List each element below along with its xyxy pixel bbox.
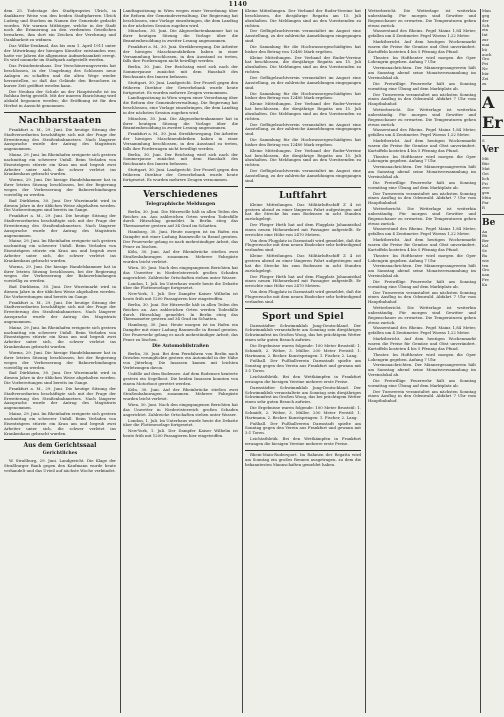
article-paragraph: Der Geflügelzuchtverein veranstaltet im August eine Ausstellung, zu der zahlreiche Anmeldungen eingegangen sind. <box>245 28 361 44</box>
strip-line: Gro <box>482 267 490 273</box>
strip-line: Ne <box>482 66 488 72</box>
strip-line: der <box>482 17 489 23</box>
article-paragraph: Vereinsnachrichten. Der Männergesangverein hält am Samstag abend seine Monatsversammlung im Vereinslokal ab. <box>368 263 476 279</box>
section-subheading: Telegraphische Meldungen <box>145 201 216 207</box>
article-paragraph: Köln, 30. Juni. Auf der Rheinbrücke stießen zwei Straßenbahnwagen zusammen. Mehrere Fahrgäste wurden leicht verletzt. <box>123 386 238 402</box>
strip-line: zwe <box>482 185 490 191</box>
strip-line: S <box>482 137 485 143</box>
article-paragraph: Rhein-Main-Rudersport. Im Rahmen der Regatta wird am Sonntag ein großes Rennen ausgetragen, zu dem die bekanntesten Mannschaften gemeldet haben. <box>245 451 361 467</box>
article-paragraph: Theater. Im Hoftheater wird morgen die Oper Lohengrin gegeben. Anfang 7 Uhr. <box>368 351 476 362</box>
strip-line: auch <box>482 51 492 57</box>
strip-line: bü <box>482 46 487 52</box>
article-paragraph: Vereinsnachrichten. Der Männergesangverein hält am Samstag abend seine Monatsversammlung im Vereinslokal ab. <box>368 164 476 179</box>
article-paragraph: Fußball. Der Fußballverein Darmstadt spielte am Sonntag gegen den Verein aus Frankfurt und gewann mit 3:1 Toren. <box>245 358 361 374</box>
article-paragraph: Frankfurt a. M., 29. Juni. Die heutige Sitzung der Stadtverordneten beschäftigte sich mit der Frage der Erweiterung des Straßenbahnnetzes. Nach längerer Aussprache wurde der Antrag des Magistrats angenommen. <box>4 213 116 238</box>
article-paragraph: Die Freiwillige Feuerwehr hält am Sonntag vormittag eine Übung auf dem Marktplatz ab. <box>368 80 476 91</box>
strip-line: Zei <box>482 75 489 81</box>
strip-line: Int <box>482 32 488 38</box>
article-paragraph: Leichtathletik. Bei den Wettkämpfen in Frankfurt errangen die hiesigen Vereine mehrere erste Preise. <box>245 436 361 446</box>
article-paragraph: Worms, 29. Juni. Die hiesige Handelskammer hat in ihrer letzten Sitzung beschlossen, bei der Regierung wegen der Verbesserung der Bahnverbindungen vorstellig zu werden. <box>4 177 116 197</box>
strip-line: Kol <box>482 243 489 249</box>
strip-line: Par <box>482 199 489 205</box>
article-paragraph: Bad Dürkheim, 30. Juni. Der Wurstmarkt wird in diesem Jahre in der üblichen Weise abgehalten werden. Die Vorbereitungen sind bereits im Gange. <box>4 197 116 213</box>
strip-line: Mat <box>482 166 490 172</box>
article-paragraph: Von dem Flugplatz in Darmstadt wird gemeldet, daß die Flugversuche mit dem neuen Eindecker sehr befriedigend verlaufen sind. <box>245 289 361 304</box>
article-paragraph: Wien, 30. Juni. Nach den eingegangenen Berichten hat das Unwetter in Niederösterreich großen Schaden angerichtet. Zahlreiche Ortschaften stehen unter Wasser. <box>123 264 238 280</box>
strip-line: Fri <box>482 180 488 186</box>
article-paragraph: Der Flieger Hirth hat auf dem Flugplatz Johannisthal einen neuen Höhenrekord mit Passagier aufgestellt. Er erreichte eine Höhe von 2470 Metern. <box>245 222 361 237</box>
article-paragraph: Hamburg, 30. Juni. Heute morgen ist im Hafen ein Dampfer mit einer Ladung Baumwolle in Brand geraten. Der Feuerwehr gelang es nach mehrstündiger Arbeit, das Feuer zu löschen. <box>123 229 238 249</box>
article-paragraph: Die Freiwillige Feuerwehr hält am Sonntag vormittag eine Übung auf dem Marktplatz ab. <box>368 278 476 289</box>
article-paragraph: Mainz, 29. Juni. Im Rheinhafen ereignete sich gestern nachmittag ein schwerer Unfall. Beim Verladen von Eisenträgern stürzte ein Kran um und begrub zwei Arbeiter unter sich, die schwer verletzt ins Krankenhaus gebracht wurden. <box>4 411 116 436</box>
adjacent-page-strip <box>482 9 504 713</box>
article-paragraph: Mainz, 29. Juni. Im Rheinhafen ereignete sich gestern nachmittag ein schwerer Unfall. Beim Verladen von Eisenträgern stürzte ein Kran um und begrub zwei Arbeiter unter sich, die schwer verletzt ins Krankenhaus gebracht wurden. <box>4 152 116 177</box>
article-paragraph: Die Freiwillige Feuerwehr hält am Sonntag vormittag eine Übung auf dem Marktplatz ab. <box>368 377 476 388</box>
strip-line: Gro <box>482 56 490 62</box>
strip-line: Bü <box>482 233 488 239</box>
article-paragraph: Der Turnverein veranstaltet am nächsten Sonntag einen Ausflug in den Odenwald. Abfahrt 7 Uhr vom Hauptbahnhof. <box>368 91 476 107</box>
article-paragraph: Der Turnverein veranstaltet am nächsten Sonntag einen Ausflug in den Odenwald. Abfahrt 7 Uhr vom Hauptbahnhof. <box>368 388 476 404</box>
article-paragraph: Frankfurt a. M., 29. Juni. Die heutige Sitzung der Stadtverordneten beschäftigte sich mit der Frage der Erweiterung des Straßenbahnnetzes. Nach längerer Aussprache wurde der Antrag des Magistrats angenommen. <box>4 299 116 324</box>
strip-headline: Ver <box>482 145 499 156</box>
section-heading-sport: Sport und Spiel <box>262 311 344 322</box>
strip-line: Ba <box>482 252 488 258</box>
strip-line: ten <box>482 262 489 268</box>
article-paragraph: Wasserstand des Rheins. Pegel Mainz 1,84 Meter, gefallen um 4 Zentimeter. Pegel Worms 1,22 Meter. <box>368 28 476 39</box>
article-paragraph: Der Geflügelzuchtverein veranstaltet im August eine Ausstellung, zu der zahlreiche Anmeldungen eingegangen sind. <box>245 74 361 90</box>
article-paragraph: Darmstädter Schwimmklub Jung-Deutschland. Der Schwimmklub veranstaltete am Sonntag sein diesjähriges Schwimmfest im Großen Woog, das bei prächtigem Wetter einen sehr guten Besuch aufwies. <box>245 322 361 343</box>
article-paragraph: London, 1. Juli. Im Unterhaus wurde heute die Debatte über die Flottenvorlage fortgesetzt. <box>123 280 238 291</box>
article-paragraph: Wien, 30. Juni. Nach den eingegangenen Berichten hat das Unwetter in Niederösterreich großen Schaden angerichtet. Zahlreiche Ortschaften stehen unter Wasser. <box>123 402 238 417</box>
article-paragraph: Kleine Mitteilungen. Der Verband der Ruder-Vereine hat beschlossen, die diesjährige Regatta am 15. Juli abzuhalten. Die Meldungen sind an den Vorsitzenden zu richten. <box>245 147 361 168</box>
divider <box>4 112 116 113</box>
strip-line: nan <box>482 272 490 278</box>
article-paragraph: Theater. Im Hoftheater wird morgen die Oper Lohengrin gegeben. Anfang 7 Uhr. <box>368 252 476 263</box>
section-heading-verschiedenes: Verschiedenes <box>143 189 218 200</box>
divider <box>245 450 361 451</box>
column-rule <box>480 9 481 713</box>
article-paragraph: Wasserstand des Rheins. Pegel Mainz 1,84 Meter, gefallen um 4 Zentimeter. Pegel Worms 1,22 Meter. <box>368 226 476 237</box>
section-heading-gericht: Aus dem Gerichtssaal <box>23 442 97 450</box>
divider <box>245 308 361 309</box>
article-paragraph: Darmstädter Schwimmklub Jung-Deutschland. Der Schwimmklub veranstaltete am Sonntag sein diesjähriges Schwimmfest im Großen Woog, das bei prächtigem Wetter einen sehr guten Besuch aufwies. <box>245 384 361 405</box>
column-rule <box>120 9 121 713</box>
article-paragraph: London, 1. Juli. Im Unterhaus wurde heute die Debatte über die Flottenvorlage fortgesetzt. <box>123 417 238 428</box>
article-paragraph: Marktbericht. Auf dem heutigen Wochenmarkt waren die Preise für Gemüse und Obst unverändert. Kartoffeln kosteten 4 bis 5 Pfennig das Pfund. <box>368 138 476 153</box>
article-paragraph: Kleine Mitteilungen. Das Militärluftschiff Z 4 ist gestern abend zu einer längeren Fahrt aufgestiegen und hat die Strecke bis zum Bodensee in acht Stunden zurückgelegt. <box>245 253 361 273</box>
article-paragraph: Theater. Im Hoftheater wird morgen die Oper Lohengrin gegeben. Anfang 7 Uhr. <box>368 54 476 65</box>
article-paragraph: Der Neubau der Schule an der Hauptstraße ist im Rohbau fertig gestellt. Mit der inneren Einrichtung wird alsbald begonnen werden; die Eröffnung ist für den Herbst in Aussicht genommen. <box>4 88 116 109</box>
article-paragraph: Der Turnverein veranstaltet am nächsten Sonntag einen Ausflug in den Odenwald. Abfahrt 7 Uhr vom Hauptbahnhof. <box>368 190 476 206</box>
article-paragraph: München, 30. Juni. Die Abgeordnetenkammer hat in ihrer heutigen Sitzung die Vorlage über die Beamtenbesoldung in zweiter Lesung angenommen. <box>123 28 238 44</box>
article-paragraph: W. Straßburg, 29. Juni. Landgericht. Die Klage der Straßburger Bank gegen den Kaufmann wurde heute verhandelt und das Urteil auf nächste Woche verkündet. <box>4 458 116 474</box>
section-subheading: Gerichtliches <box>42 451 78 457</box>
section-heading-luftfahrt: Luftfahrt <box>279 190 327 201</box>
strip-line: Gei <box>482 170 489 176</box>
article-paragraph: Landtagssitzung in Wien wegen einer Verordnung über die Reform der Gemeindeverwaltung. Die Regierung hat beschlossen, eine Vorlage einzubringen, die dem Landtag in der nächsten Session zugehen wird. <box>123 9 238 28</box>
article-paragraph: Der Flieger Hirth hat auf dem Flugplatz Johannisthal einen neuen Höhenrekord mit Passagier aufgestellt. Er erreichte eine Höhe von 2470 Metern. <box>245 273 361 289</box>
article-paragraph: Von dem Flugplatz in Darmstadt wird gemeldet, daß die Flugversuche mit dem neuen Eindecker sehr befriedigend verlaufen sind. <box>245 237 361 253</box>
column-3 <box>245 9 361 713</box>
article-paragraph: Kleine Mitteilungen. Der Verband der Ruder-Vereine hat beschlossen, die diesjährige Regatta am 15. Juli abzuhalten. Die Meldungen sind an den Vorsitzenden zu richten. <box>245 54 361 75</box>
strip-line: zu <box>482 80 487 86</box>
article-paragraph: Leichtathletik. Bei den Wettkämpfen in Frankfurt errangen die hiesigen Vereine mehrere erste Preise. <box>245 374 361 384</box>
section-subheading: Die Automobilstraßen <box>152 343 209 349</box>
article-paragraph: Marktbericht. Auf dem heutigen Wochenmarkt waren die Preise für Gemüse und Obst unverändert. Kartoffeln kosteten 4 bis 5 Pfennig das Pfund. <box>368 237 476 252</box>
divider <box>245 187 361 188</box>
divider <box>4 439 116 440</box>
strip-line: Bür <box>482 161 490 167</box>
article-paragraph: Stuttgart, 30. Juni. Landgericht. Der Prozeß gegen den früheren Direktor der Gewerbebank wurde heute fortgesetzt. Es wurden mehrere Zeugen vernommen. <box>123 79 238 95</box>
strip-line: Sch <box>482 22 490 28</box>
strip-line: ein <box>482 27 489 33</box>
divider <box>123 186 238 187</box>
article-paragraph: Vereinsnachrichten. Der Männergesangverein hält am Samstag abend seine Monatsversammlung im Vereinslokal ab. <box>368 362 476 378</box>
article-paragraph: Unfälle auf dem Bodensee. Auf dem Bodensee kenterte gestern ein Segelboot. Die beiden Insassen konnten von einem Motorboot gerettet werden. <box>123 371 238 386</box>
strip-line: Mit <box>482 156 489 162</box>
article-paragraph: Die Sammlung für die Hochwassergeschädigten hat bisher den Betrag von 12480 Mark ergeben. <box>245 90 361 101</box>
page-number: 1140 <box>228 1 248 8</box>
strip-line: bür <box>482 70 489 76</box>
column-rule <box>365 9 366 713</box>
article-paragraph: Das Wilke-Denkmal, das bis zum 1. April 1911 unter der Mitwirkung der hiesigen Künstler entstanden war, hatte vor Jahren die allgemeine Aufmerksamkeit erregt. Es wird nunmehr im Stadtpark aufgestellt werden. <box>4 42 116 63</box>
article-paragraph: Worms, 29. Juni. Die hiesige Handelskammer hat in ihrer letzten Sitzung beschlossen, bei der Regierung wegen der Verbesserung der Bahnverbindungen vorstellig zu werden. <box>4 350 116 370</box>
strip-line: zur <box>482 37 489 43</box>
article-paragraph: New-York, 1. Juli. Der Dampfer Kaiser Wilhelm ist heute früh mit 1200 Passagieren hier eingetroffen. <box>123 291 238 302</box>
strip-line: Ber <box>482 238 490 244</box>
article-paragraph: Berlin, 30. Juni. Die Hitzewelle hält in allen Teilen des Reiches an. Aus zahlreichen Orten werden Todesfälle durch Hitzschlag gemeldet. In Berlin stieg das Thermometer gestern auf 34 Grad im Schatten. <box>123 301 238 322</box>
article-paragraph: Die Ergebnisse waren folgende: 100 Meter Bruststil: 1. Schmidt, 2. Weber, 3. Müller. 200 Meter Freistil: 1. Hartmann, 2. Becker. Kunstspringen: 1. Fischer, 2. Lang. <box>245 342 361 358</box>
strip-line: geg <box>482 12 490 18</box>
article-paragraph: Theater. Im Hoftheater wird morgen die Oper Lohengrin gegeben. Anfang 7 Uhr. <box>368 153 476 164</box>
article-paragraph: Köln, 30. Juni. Auf der Rheinbrücke stießen zwei Straßenbahnwagen zusammen. Mehrere Fahrgäste wurden leicht verletzt. <box>123 249 238 265</box>
strip-line: mai <box>482 41 490 47</box>
article-paragraph: Frankfurt a. M., 30. Juni. Streikbewegung. Die Arbeiter der hiesigen Maschinenfabriken haben in einer Versammlung beschlossen, in den Ausstand zu treten, falls ihre Forderungen nicht bewilligt werden. <box>123 43 238 64</box>
article-paragraph: Berlin, 30. Juni. Der Reichstag wird sich nach der Sommerpause zunächst mit dem Haushalt des Reichsamts des Innern befassen. <box>123 64 238 79</box>
article-paragraph: New-York, 1. Juli. Der Dampfer Kaiser Wilhelm ist heute früh mit 1200 Passagieren hier eingetroffen. <box>123 428 238 439</box>
strip-line: Mün <box>482 195 491 201</box>
article-paragraph: Frankfurt a. M., 29. Juni. Die heutige Sitzung der Stadtverordneten beschäftigte sich mit der Frage der Erweiterung des Straßenbahnnetzes. Nach längerer Aussprache wurde der Antrag des Magistrats angenommen. <box>4 126 116 152</box>
article-paragraph: Landtagssitzung in Wien wegen einer Verordnung über die Reform der Gemeindeverwaltung. Die Regierung hat beschlossen, eine Vorlage einzubringen, die dem Landtag in der nächsten Session zugehen wird. <box>123 95 238 115</box>
strip-line: Au <box>482 228 488 234</box>
article-paragraph: Berlin, 30. Juni. Der Reichstag wird sich nach der Sommerpause zunächst mit dem Haushalt des Reichsamts des Innern befassen. <box>123 151 238 167</box>
article-paragraph: Wetterbericht. Die Wetterlage ist weiterhin unbeständig. Für morgen sind Gewitter und Regenschauer zu erwarten. Die Temperaturen gehen etwas zurück. <box>368 206 476 226</box>
article-paragraph: Berlin, 30. Juni. Die Hitzewelle hält in allen Teilen des Reiches an. Aus zahlreichen Orten werden Todesfälle durch Hitzschlag gemeldet. In Berlin stieg das Thermometer gestern auf 34 Grad im Schatten. <box>123 208 238 229</box>
article-paragraph: Berlin, 30. Juni. Bei dem Fernfahren von Berlin nach Dresden verunglückte gestern ein Automobil in der Nähe von Jüterbog. Die Insassen kamen mit leichten Verletzungen davon. <box>123 350 238 371</box>
article-paragraph: Mainz, 29. Juni. Im Rheinhafen ereignete sich gestern nachmittag ein schwerer Unfall. Beim Verladen von Eisenträgern stürzte ein Kran um und begrub zwei Arbeiter unter sich, die schwer verletzt ins Krankenhaus gebracht wurden. <box>4 238 116 263</box>
column-rule <box>242 9 243 713</box>
article-paragraph: Kleine Mitteilungen. Der Verband der Ruder-Vereine hat beschlossen, die diesjährige Regatta am 15. Juli abzuhalten. Die Meldungen sind an den Vorsitzenden zu richten. <box>245 9 361 28</box>
section-heading-nachbarstaaten: Nachbarstaaten <box>18 115 102 126</box>
article-paragraph: Bad Dürkheim, 30. Juni. Der Wurstmarkt wird in diesem Jahre in der üblichen Weise abgehalten werden. Die Vorbereitungen sind bereits im Gange. <box>4 284 116 299</box>
strip-line: Fre <box>482 277 489 283</box>
article-paragraph: Kleine Mitteilungen. Das Militärluftschiff Z 4 ist gestern abend zu einer längeren Fahrt aufgestiegen und hat die Strecke bis zum Bodensee in acht Stunden zurückgelegt. <box>245 201 361 222</box>
article-paragraph: Marktbericht. Auf dem heutigen Wochenmarkt waren die Preise für Gemüse und Obst unverändert. Kartoffeln kosteten 4 bis 5 Pfennig das Pfund. <box>368 39 476 54</box>
article-paragraph: Hamburg, 30. Juni. Heute morgen ist im Hafen ein Dampfer mit einer Ladung Baumwolle in Brand geraten. Der Feuerwehr gelang es nach mehrstündiger Arbeit, das Feuer zu löschen. <box>123 322 238 342</box>
article-paragraph: Frankfurt a. M., 29. Juni. Die heutige Sitzung der Stadtverordneten beschäftigte sich mit der Frage der Erweiterung des Straßenbahnnetzes. Nach längerer Aussprache wurde der Antrag des Magistrats angenommen. <box>4 385 116 411</box>
strip-line: Ka <box>482 281 488 287</box>
article-paragraph: Frankfurt a. M., 30. Juni. Streikbewegung. Die Arbeiter der hiesigen Maschinenfabriken haben in einer Versammlung beschlossen, in den Ausstand zu treten, falls ihre Forderungen nicht bewilligt werden. <box>123 131 238 151</box>
article-paragraph: Der Turnverein veranstaltet am nächsten Sonntag einen Ausflug in den Odenwald. Abfahrt 7 Uhr vom Hauptbahnhof. <box>368 289 476 305</box>
divider <box>482 135 504 136</box>
article-paragraph: Wetterbericht. Die Wetterlage ist weiterhin unbeständig. Für morgen sind Gewitter und Regenschauer zu erwarten. Die Temperaturen gehen etwas zurück. <box>368 305 476 325</box>
article-paragraph: Wetterbericht. Die Wetterlage ist weiterhin unbeständig. Für morgen sind Gewitter und Regenschauer zu erwarten. Die Temperaturen gehen etwas zurück. <box>368 107 476 127</box>
strip-line: R <box>482 204 485 210</box>
strip-line: Man <box>482 9 491 13</box>
article-paragraph: Wasserstand des Rheins. Pegel Mainz 1,84 Meter, gefallen um 4 Zentimeter. Pegel Worms 1,22 Meter. <box>368 127 476 138</box>
article-paragraph: Kleine Mitteilungen. Der Verband der Ruder-Vereine hat beschlossen, die diesjährige Regatta am 15. Juli abzuhalten. Die Meldungen sind an den Vorsitzenden zu richten. <box>245 101 361 121</box>
strip-headline: A <box>482 92 495 112</box>
strip-line: lich <box>482 175 490 181</box>
article-paragraph: Der Geflügelzuchtverein veranstaltet im August eine Ausstellung, zu der zahlreiche Anmeldungen eingegangen sind. <box>245 168 361 183</box>
article-paragraph: Stuttgart, 30. Juni. Landgericht. Der Prozeß gegen den früheren Direktor der Gewerbebank wurde heute fortgesetzt. Es wurden mehrere Zeugen vernommen. <box>123 167 238 182</box>
article-paragraph: Worms, 29. Juni. Die hiesige Handelskammer hat in ihrer letzten Sitzung beschlossen, bei der Regierung wegen der Verbesserung der Bahnverbindungen vorstellig zu werden. <box>4 263 116 284</box>
divider <box>482 214 504 215</box>
article-paragraph: Marktbericht. Auf dem heutigen Wochenmarkt waren die Preise für Gemüse und Obst unverändert. Kartoffeln kosteten 4 bis 5 Pfennig das Pfund. <box>368 336 476 351</box>
article-paragraph: Bad Dürkheim, 30. Juni. Der Wurstmarkt wird in diesem Jahre in der üblichen Weise abgehalten werden. Die Vorbereitungen sind bereits im Gange. <box>4 370 116 386</box>
article-paragraph: Der Geflügelzuchtverein veranstaltet im August eine Ausstellung, zu der zahlreiche Anmeldungen eingegangen sind. <box>245 121 361 137</box>
strip-line: gen <box>482 190 490 196</box>
divider <box>482 90 504 91</box>
article-paragraph: Wasserstand des Rheins. Pegel Mainz 1,84 Meter, gefallen um 4 Zentimeter. Pegel Worms 1,22 Meter. <box>368 325 476 336</box>
article-paragraph: Die Sammlung für die Hochwassergeschädigten hat bisher den Betrag von 12480 Mark ergeben. <box>245 43 361 54</box>
column-1 <box>4 9 116 713</box>
article-paragraph: Die Freiwillige Feuerwehr hält am Sonntag vormittag eine Übung auf dem Marktplatz ab. <box>368 179 476 190</box>
article-paragraph: Vereinsnachrichten. Der Männergesangverein hält am Samstag abend seine Monatsversammlung im Vereinslokal ab. <box>368 65 476 80</box>
column-2 <box>123 9 238 713</box>
article-paragraph: Das Präsidentenhaus. Der Verschönerungsverein hat beschlossen, in der Umgebung des Schlosses neue Anlagen zu schaffen und die alten Wege wieder herzustellen, so daß das Gelände den Besuchern in kurzer Zeit geöffnet werden kann. <box>4 63 116 88</box>
article-paragraph: München, 30. Juni. Die Abgeordnetenkammer hat in ihrer heutigen Sitzung die Vorlage über die Beamtenbesoldung in zweiter Lesung angenommen. <box>123 115 238 131</box>
strip-headline: Er <box>482 112 503 132</box>
article-paragraph: Die Ergebnisse waren folgende: 100 Meter Bruststil: 1. Schmidt, 2. Weber, 3. Müller. 200 Meter Freistil: 1. Hartmann, 2. Becker. Kunstspringen: 1. Fischer, 2. Lang. <box>245 405 361 420</box>
article-paragraph: Fußball. Der Fußballverein Darmstadt spielte am Sonntag gegen den Verein aus Frankfurt und gewann mit 3:1 Toren. <box>245 420 361 436</box>
strip-headline: Be <box>482 217 496 228</box>
strip-line: Se <box>482 248 487 253</box>
article-paragraph: Mainz, 29. Juni. Im Rheinhafen ereignete sich gestern nachmittag ein schwerer Unfall. Beim Verladen von Eisenträgern stürzte ein Kran um und begrub zwei Arbeiter unter sich, die schwer verletzt ins Krankenhaus gebracht wurden. <box>4 324 116 350</box>
column-4 <box>368 9 476 713</box>
article-paragraph: dem 25. Todestage des Stadtpropstes Ulrich, in dankbarer Weise von den beiden Stadtpfarrern Ulrich Ludwig und Stoeben im Namen der Gemeinde gedacht worden. Wir warnen Mitbürger, welche in der Stadt noch die Erinnerung an den verdienten Geistlichen bewahren, ihm dort ein Zeichen der Verehrung und Dankbarkeit zu widmen. <box>4 9 116 43</box>
strip-line: wie <box>482 257 489 263</box>
strip-line: Pei <box>482 61 488 67</box>
article-paragraph: Die Sammlung für die Hochwassergeschädigten hat bisher den Betrag von 12480 Mark ergeben. <box>245 137 361 147</box>
article-paragraph: Wetterbericht. Die Wetterlage ist weiterhin unbeständig. Für morgen sind Gewitter und Regenschauer zu erwarten. Die Temperaturen gehen etwas zurück. <box>368 9 476 28</box>
